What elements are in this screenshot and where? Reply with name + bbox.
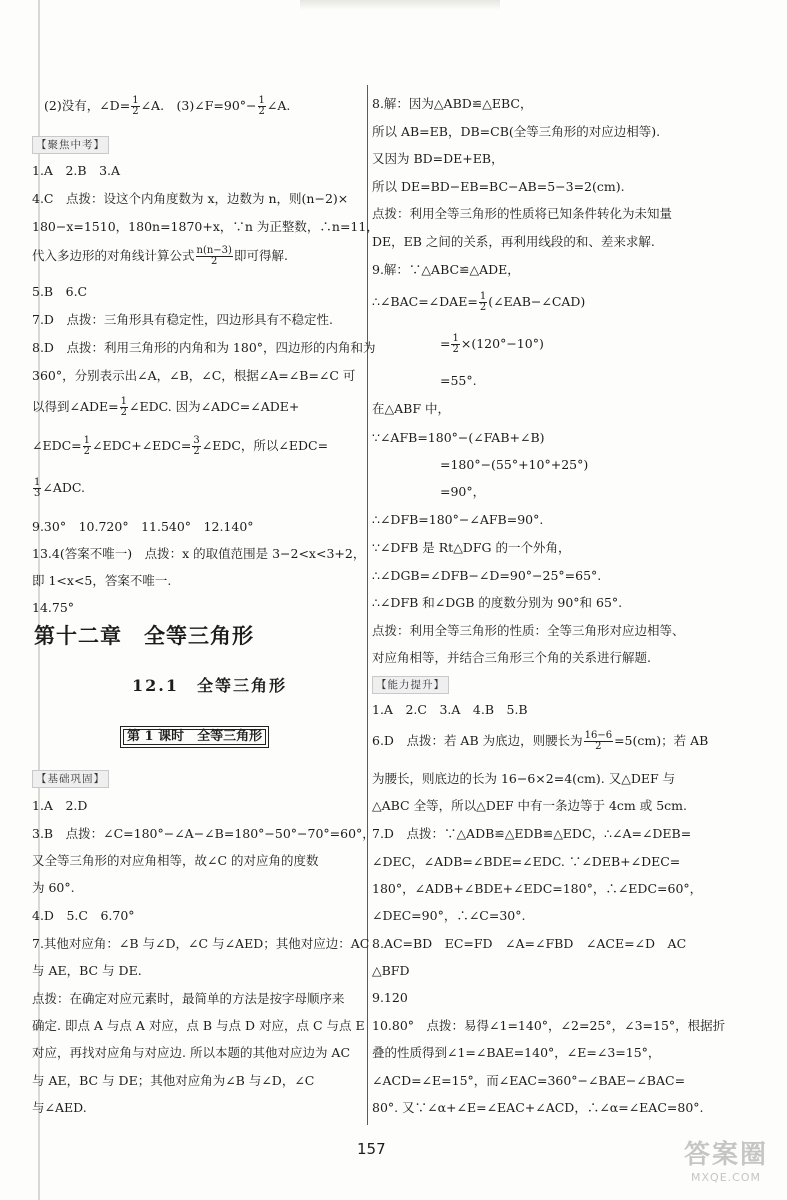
answer-line: ∴∠DFB 和∠DGB 的度数分别为 90°和 65°.: [372, 595, 623, 610]
answer-line: 以得到∠ADE= $\frac{1}{2}$ ∠EDC. 因为∠ADC=∠ADE+: [32, 396, 300, 418]
lesson-title: 第 1 课时 全等三角形: [120, 726, 269, 748]
answer-line: 8.D 点拨：利用三角形的内角和为 180°，四边形的内角和为: [32, 340, 376, 355]
answer-line: ∵∠AFB=180°−(∠FAB+∠B): [372, 430, 545, 445]
answer-line: 1.A 2.D: [32, 798, 88, 813]
answer-line: 与∠AED.: [32, 1100, 87, 1115]
answer-line: 4.C 点拨：设这个内角度数为 x，边数为 n，则(n−2)×: [32, 191, 349, 206]
answer-line: ∠DEC=90°，∴∠C=30°.: [372, 908, 526, 923]
answer-line: 所以 AB=EB，DB=CB(全等三角形的对应边相等).: [372, 124, 661, 139]
answer-line: 9.30° 10.720° 11.540° 12.140°: [32, 519, 254, 534]
answer-line: 点拨：在确定对应元素时，最简单的方法是按字母顺序来: [32, 991, 345, 1006]
answer-line: ∴∠BAC=∠DAE= $\frac{1}{2}$ (∠EAB−∠CAD): [372, 291, 586, 313]
answer-line: 4.D 5.C 6.70°: [32, 908, 135, 923]
answer-line: ∴∠DFB=180°−∠AFB=90°.: [372, 512, 544, 527]
scan-artifact: [300, 0, 500, 10]
answer-line: 叠的性质得到∠1=∠BAE=140°，∠E=∠3=15°，: [372, 1045, 661, 1060]
answer-line: 对应，再找对应角与对应边. 所以本题的其他对应边为 AC: [32, 1045, 351, 1060]
answer-line: 代入多边形的对角线计算公式 $\frac{n(n-3)}{2}$ 即可得解.: [32, 245, 288, 267]
answer-line: =90°，: [440, 484, 486, 499]
page-number: 157: [357, 1140, 386, 1158]
answer-line: 点拨：利用全等三角形的性质：全等三角形对应边相等、: [372, 623, 685, 638]
answer-line: △BFD: [372, 963, 410, 978]
answer-line: 在△ABF 中，: [372, 401, 450, 416]
answer-line: ∵∠DFB 是 Rt△DFG 的一个外角，: [372, 540, 571, 555]
answer-line: 13.4(答案不唯一) 点拨：x 的取值范围是 3−2<x<3+2，: [32, 546, 366, 561]
answer-line: DE，EB 之间的关系，再利用线段的和、差来求解.: [372, 234, 655, 249]
answer-line: 180−x=1510，180n=1870+x，∵n 为正整数，∴n=11，: [32, 219, 379, 234]
answer-line: $\frac{1}{3}$ ∠ADC.: [34, 477, 85, 499]
answer-line: 为腰长，则底边的长为 16−6×2=4(cm). 又△DEF 与: [372, 771, 676, 786]
answer-line: ∴∠DGB=∠DFB−∠D=90°−25°=65°.: [372, 568, 602, 583]
answer-line: 14.75°: [32, 600, 75, 615]
answer-line: =180°−(55°+10°+25°): [440, 457, 589, 472]
answer-line: 80°. 又∵∠α+∠E=∠EAC+∠ACD，∴∠α=∠EAC=80°.: [372, 1100, 704, 1115]
section-title: 12.1 全等三角形: [132, 676, 287, 695]
answer-line: 与 AE，BC 与 DE；其他对应角为∠B 与∠D，∠C: [32, 1073, 315, 1088]
answer-line: 7.其他对应角：∠B 与∠D，∠C 与∠AED；其他对应边：AC: [32, 936, 370, 951]
section-label-jichu: 【基础巩固】: [32, 770, 109, 788]
answer-line: 对应角相等，并结合三角形三个角的关系进行解题.: [372, 650, 651, 665]
answer-line: 又全等三角形的对应角相等，故∠C 的对应角的度数: [32, 853, 319, 868]
answer-line: 点拨：利用全等三角形的性质将已知条件转化为未知量: [372, 206, 673, 221]
answer-line: 确定. 即点 A 与点 A 对应，点 B 与点 D 对应，点 C 与点 E: [32, 1018, 365, 1033]
answer-line: 1.A 2.C 3.A 4.B 5.B: [372, 702, 528, 717]
watermark-text: 答案圈: [683, 1140, 768, 1170]
answer-line: 8.AC=BD EC=FD ∠A=∠FBD ∠ACE=∠D AC: [372, 936, 687, 951]
answer-line: ∠EDC= $\frac{1}{2}$ ∠EDC+∠EDC= $\frac{3}{2}$ ∠EDC，所以∠EDC=: [32, 435, 329, 457]
answer-line: 6.D 点拨：若 AB 为底边，则腰长为 $\frac{16-6}{2}$ =5(cm)；若 AB: [372, 730, 709, 752]
answer-line: △ABC 全等，所以△DEF 中有一条边等于 4cm 或 5cm.: [372, 798, 688, 813]
answer-line: 所以 DE=BD−EB=BC−AB=5−3=2(cm).: [372, 179, 625, 194]
answer-line: 8.解：因为△ABD≌△EBC，: [372, 96, 533, 111]
answer-line: (2)没有，∠D= $\frac{1}{2}$ ∠A. (3)∠F=90°− $\frac{1}{2}$ ∠A.: [44, 95, 291, 117]
answer-line: 7.D 点拨：∵△ADB≌△EDB≌△EDC，∴∠A=∠DEB=: [372, 826, 692, 841]
chapter-title: 第十二章 全等三角形: [34, 624, 254, 648]
section-label-jujiao: 【聚焦中考】: [32, 136, 109, 154]
answer-line: =55°.: [440, 373, 477, 388]
answer-line: 9.解：∵△ABC≌△ADE，: [372, 262, 520, 277]
answer-line: ∠DEC，∠ADB=∠BDE=∠EDC. ∵∠DEB+∠DEC=: [372, 854, 681, 869]
answer-line: 与 AE，BC 与 DE.: [32, 963, 142, 978]
answer-line: 即 1<x<5，答案不唯一.: [32, 573, 172, 588]
answer-line: 7.D 点拨：三角形具有稳定性，四边形具有不稳定性.: [32, 312, 333, 327]
answer-line: 1.A 2.B 3.A: [32, 163, 121, 178]
column-divider: [367, 85, 368, 1125]
answer-line: 180°，∠ADB+∠BDE+∠EDC=180°，∴∠EDC=60°，: [372, 881, 703, 896]
watermark-logo: [671, 1134, 781, 1194]
section-label-nengli: 【能力提升】: [372, 676, 449, 694]
answer-line: 9.120: [372, 990, 408, 1005]
answer-line: 为 60°.: [32, 880, 75, 895]
watermark-url: MXQE.COM: [691, 1171, 761, 1184]
answer-line: 5.B 6.C: [32, 284, 88, 299]
answer-line: ∠ACD=∠E=15°，而∠EAC=360°−∠BAE−∠BAC=: [372, 1073, 686, 1088]
answer-line: 360°，分别表示出∠A，∠B，∠C，根据∠A=∠B=∠C 可: [32, 368, 356, 383]
answer-line: 3.B 点拨：∠C=180°−∠A−∠B=180°−50°−70°=60°，: [32, 826, 375, 841]
answer-line: 又因为 BD=DE+EB，: [372, 151, 504, 166]
answer-line: 10.80° 点拨：易得∠1=140°，∠2=25°，∠3=15°，根据折: [372, 1018, 726, 1033]
answer-line: = $\frac{1}{2}$ ×(120°−10°): [440, 333, 544, 355]
